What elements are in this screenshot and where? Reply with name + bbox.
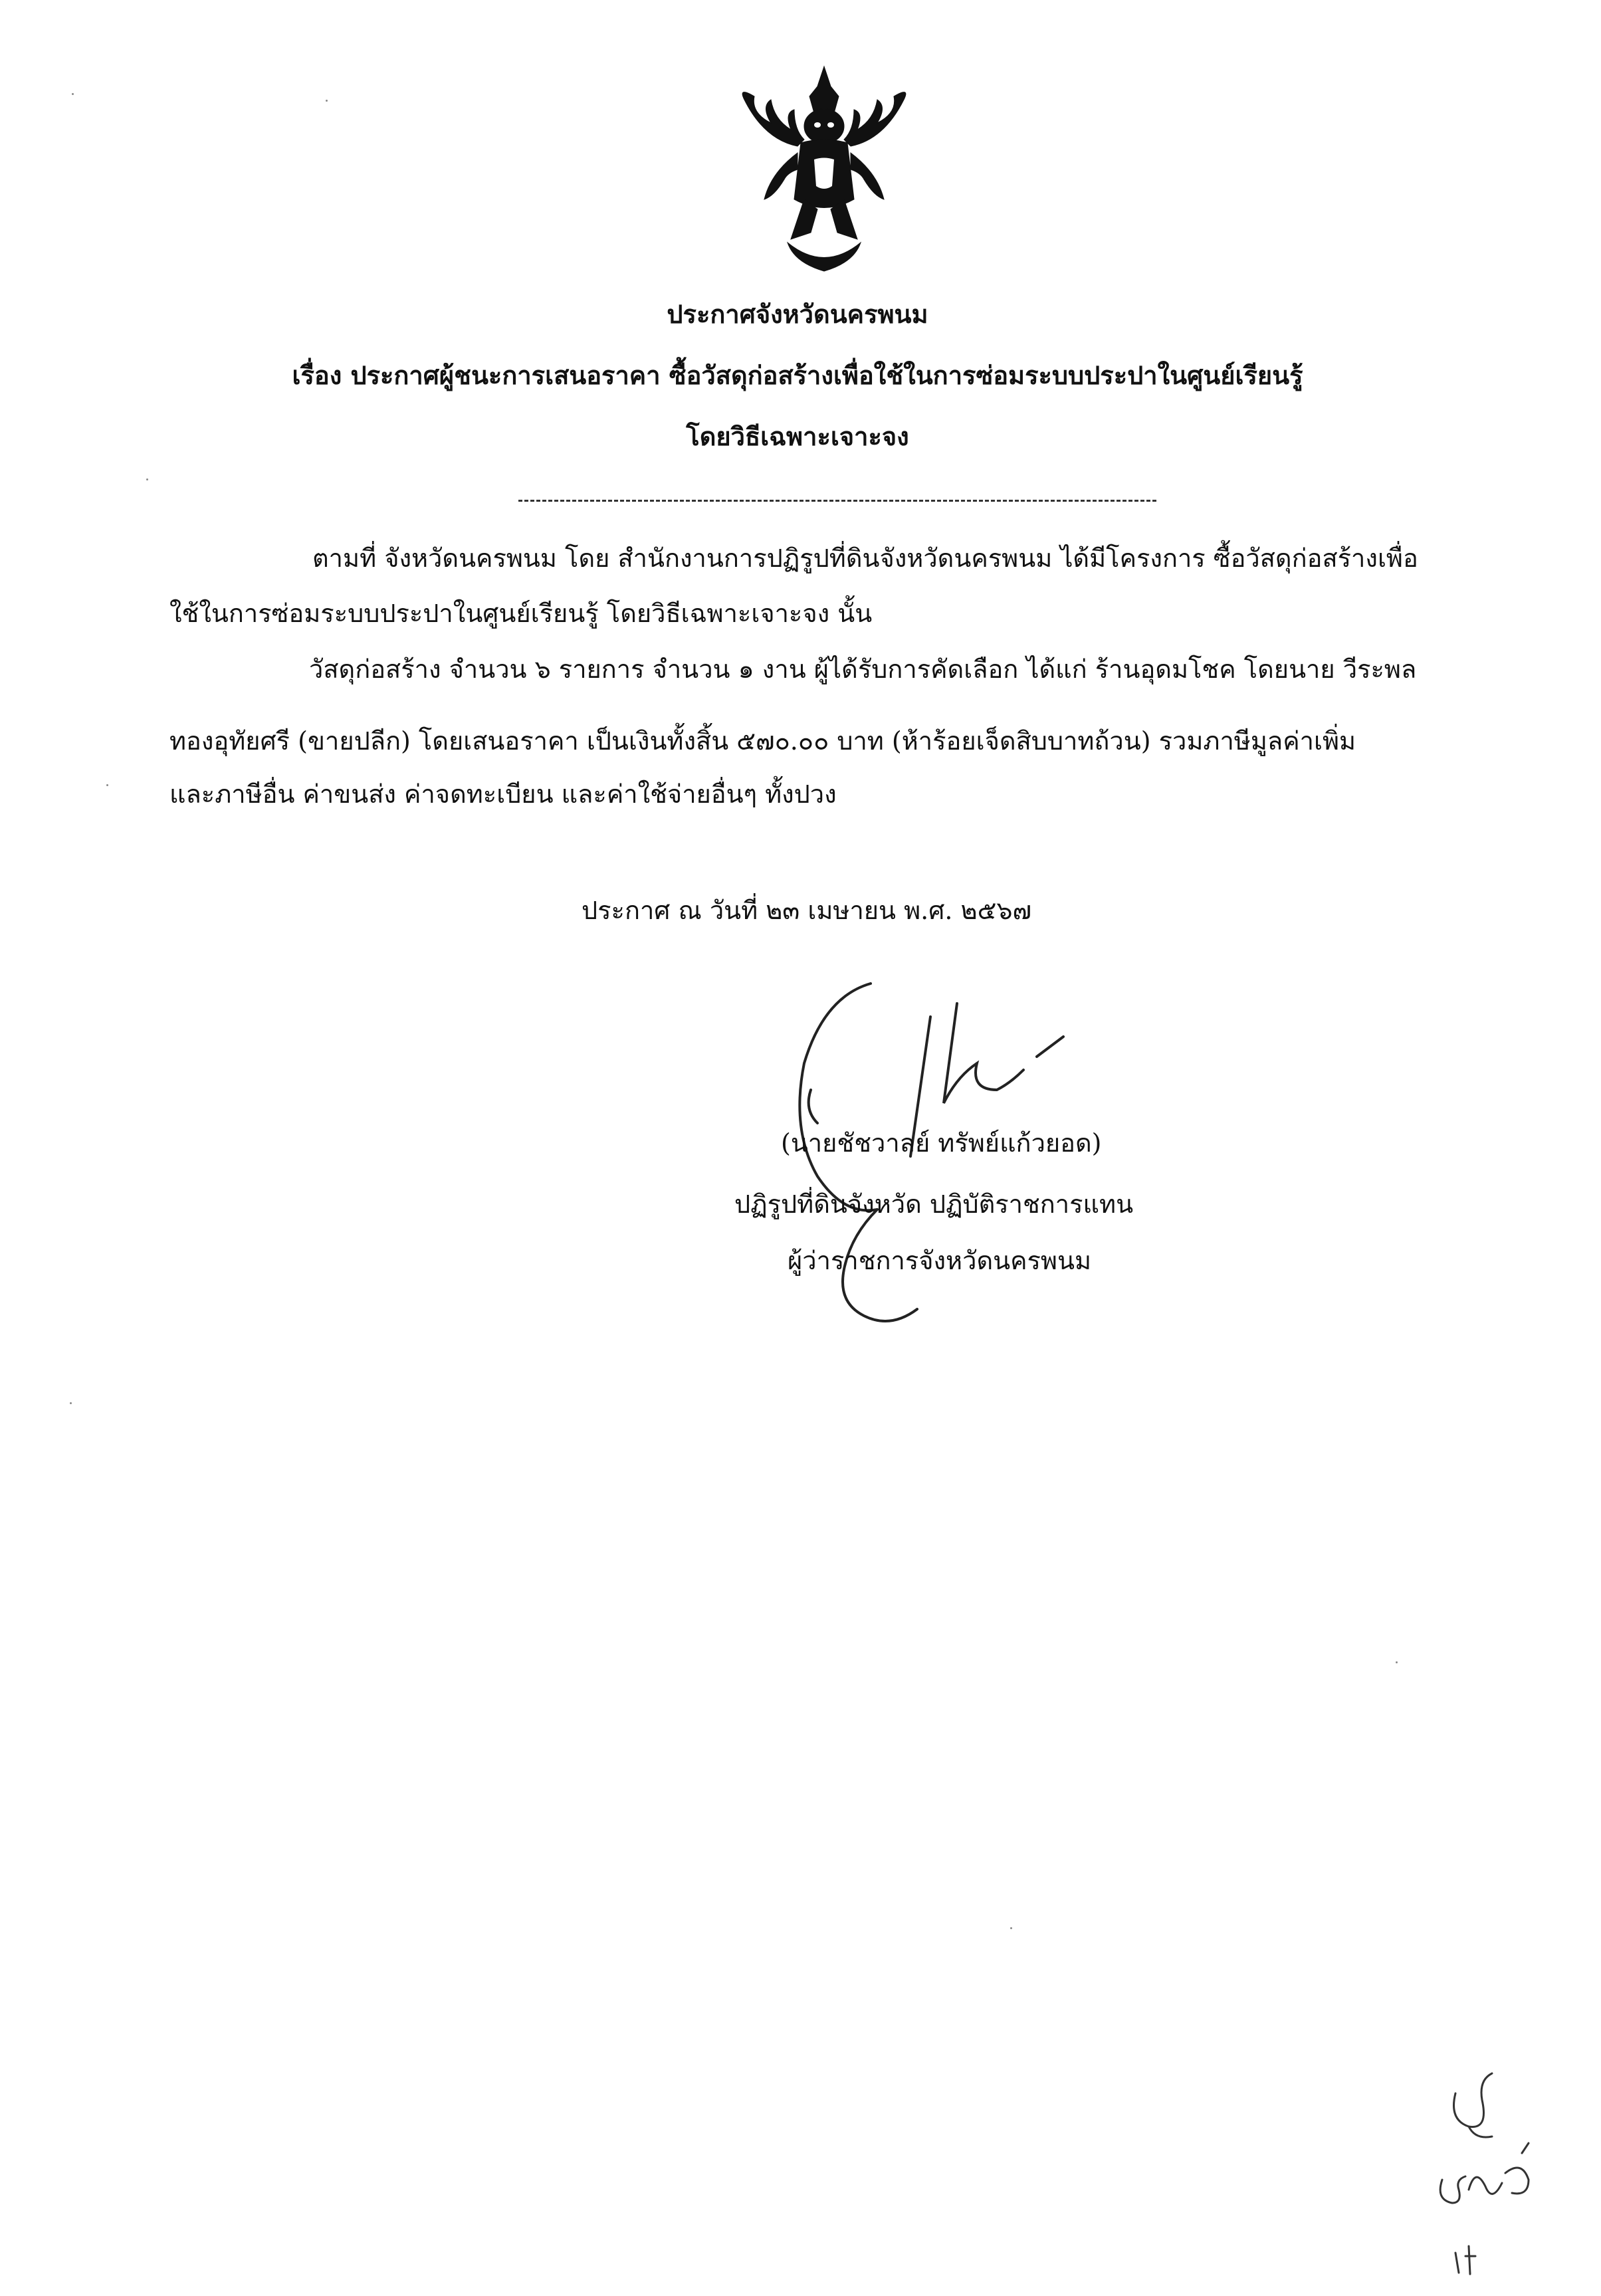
paragraph-2-line-1: วัสดุก่อสร้าง จำนวน ๖ รายการ จำนวน ๑ งาน ผู้ได้รับการคัดเลือก ได้แก่ ร้านอุดมโชค โดยนาย วีระพล [309,655,1417,684]
paragraph-1-line-1: ตามที่ จังหวัดนครพนม โดย สำนักงานการปฏิรูปที่ดินจังหวัดนครพนม ได้มีโครงการ ซื้อวัสดุก่อสร้างเพื่อ [312,544,1418,573]
paragraph-2-line-3: และภาษีอื่น ค่าขนส่ง ค่าจดทะเบียน และค่าใช้จ่ายอื่นๆ ทั้งปวง [169,780,837,809]
header-divider [518,500,1156,502]
signer-position-governor: ผู้ว่าราชการจังหวัดนครพนม [788,1246,1092,1275]
scan-speck [1396,1661,1398,1663]
paragraph-1-line-2: ใช้ในการซ่อมระบบประปาในศูนย์เรียนรู้ โดยวิธีเฉพาะเจาะจง นั้น [169,599,873,628]
signer-name: (นายชัชวาลย์ ทรัพย์แก้วยอด) [781,1128,1102,1158]
handwritten-signature-icon [744,957,1077,1382]
announcement-title: ประกาศจังหวัดนครพนม [667,299,928,329]
announcement-date: ประกาศ ณ วันที่ ๒๓ เมษายน พ.ศ. ๒๕๖๗ [582,896,1032,925]
garuda-emblem-icon [724,60,924,279]
handwritten-margin-note-icon [1429,2067,1548,2279]
signer-position: ปฏิรูปที่ดินจังหวัด ปฏิบัติราชการแทน [734,1190,1134,1219]
scan-speck [70,1402,72,1404]
announcement-method: โดยวิธีเฉพาะเจาะจง [686,421,909,451]
scan-speck [1010,1927,1012,1929]
paragraph-2-line-2: ทองอุทัยศรี (ขายปลีก) โดยเสนอราคา เป็นเงินทั้งสิ้น ๕๗๐.๐๐ บาท (ห้าร้อยเจ็ดสิบบาทถ้วน) รวมภาษีมูลค่าเพิ่ม [169,726,1356,756]
announcement-subject: เรื่อง ประกาศผู้ชนะการเสนอราคา ซื้อวัสดุก่อสร้างเพื่อใช้ในการซ่อมระบบประปาในศูนย์เรียนรู้ [292,360,1303,390]
scan-speck [146,478,148,480]
scan-speck [326,100,328,102]
scan-speck [106,784,108,786]
scan-speck [72,93,74,95]
